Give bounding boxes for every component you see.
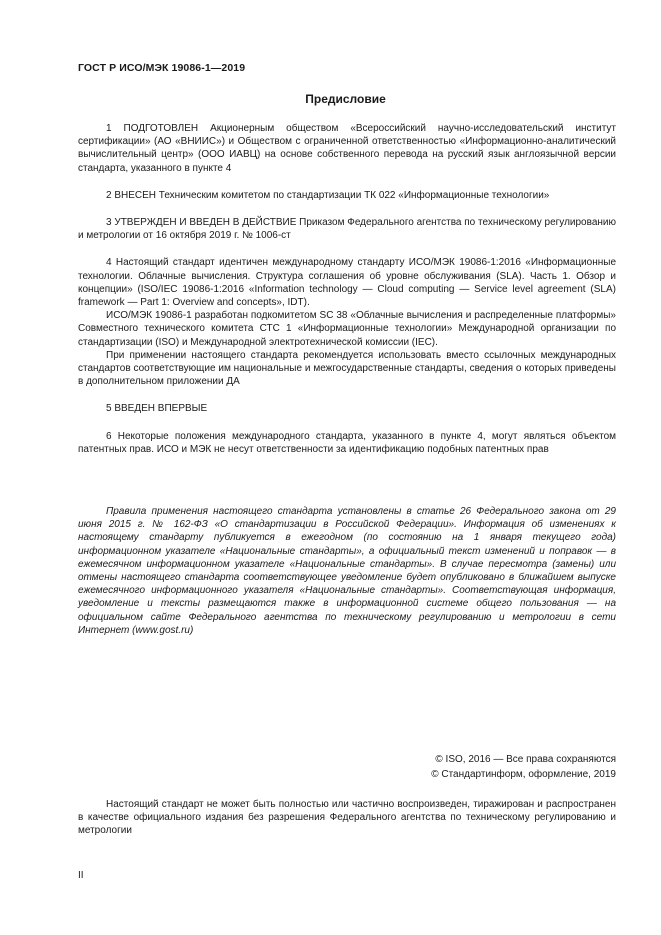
application-rules-notice: Правила применения настоящего стандарта установлены в статье 26 Федерального закона от 29 июня 2015 г. № 162-ФЗ «О стандартизации в Российской Федерации». Информация об изменениях к настоящему стандарту публикуется в ежегодном (по состоянию на 1 января текущего года) информационном указателе «Национальные стандарты», а официальный текст изменений и поправок — в ежемесячном информационном указателе «Национальные стандарты». В случае пересмотра (замены) или отмены настоящего стандарта соответствующее уведомление будет опубликовано в ближайшем выпуске ежемесячного информационного указателя «Национальные стандарты». Соответствующая информация, уведомление и тексты размещаются также в информационной системе общего пользования — на официальном сайте Федерального агентства по техническому регулированию и метрологии в сети Интернет (www.gost.ru) xyxy=(78,506,616,636)
paragraph-4c: При применении настоящего стандарта рекомендуется использовать вместо ссылочных международных стандартов соответствующие им национальные и межгосударственные стандарты, сведения о которых приведены в дополнительном приложении ДА xyxy=(78,349,616,388)
page-number: II xyxy=(78,870,84,881)
paragraph-6: 6 Некоторые положения международного стандарта, указанного в пункте 4, могут являться объектом патентных прав. ИСО и МЭК не несут ответственности за идентификацию подобных патентных прав xyxy=(78,430,616,455)
paragraph-4b: ИСО/МЭК 19086-1 разработан подкомитетом SC 38 «Облачные вычисления и распределенные платформы» Совместного технического комитета СТС 1 «Информационные технологии» Международной организации по стандартизации (ISO) и Международной электротехнической комиссии (IEC). xyxy=(78,310,616,348)
foreword-body xyxy=(78,122,616,456)
reproduction-notice: Настоящий стандарт не может быть полностью или частично воспроизведен, тиражирован и распространен в качестве официального издания без разрешения Федерального агентства по техническому регулированию и метрологии xyxy=(78,799,616,837)
paragraph-3: 3 УТВЕРЖДЕН И ВВЕДЕН В ДЕЙСТВИЕ Приказом Федерального агентства по техническому регулированию и метрологии от 16 октября 2019 г. № 1006-ст xyxy=(78,217,616,242)
page-title: Предисловие xyxy=(305,92,386,106)
standard-id: ГОСТ Р ИСО/МЭК 19086-1—2019 xyxy=(78,62,246,74)
copyright-iso: © ISO, 2016 — Все права сохраняются xyxy=(435,754,616,765)
paragraph-5: 5 ВВЕДЕН ВПЕРВЫЕ xyxy=(106,403,208,415)
paragraph-4a: 4 Настоящий стандарт идентичен международному стандарту ИСО/МЭК 19086-1:2016 «Информационные технологии. Облачные вычисления. Структура соглашения об уровне обслуживания (SLA). Часть 1. Обзор и концепции» (ISO/IEC 19086-1:2016 «Information technology — Cloud computing — Service level agreement (SLA) framework — Part 1: Overview and concepts», IDT). xyxy=(78,257,616,309)
copyright-standartinform: © Стандартинформ, оформление, 2019 xyxy=(431,769,616,780)
paragraph-2: 2 ВНЕСЕН Техническим комитетом по стандартизации ТК 022 «Информационные технологии» xyxy=(106,189,550,201)
paragraph-1: 1 ПОДГОТОВЛЕН Акционерным обществом «Всероссийский научно-исследовательский институт сертификации» (АО «ВНИИС») и Обществом с ограниченной ответственностью «Информационно-аналитический вычислительный центр» (ООО ИАВЦ) на основе собственного перевода на русский язык англоязычной версии стандарта, указанного в пункте 4 xyxy=(78,123,616,174)
